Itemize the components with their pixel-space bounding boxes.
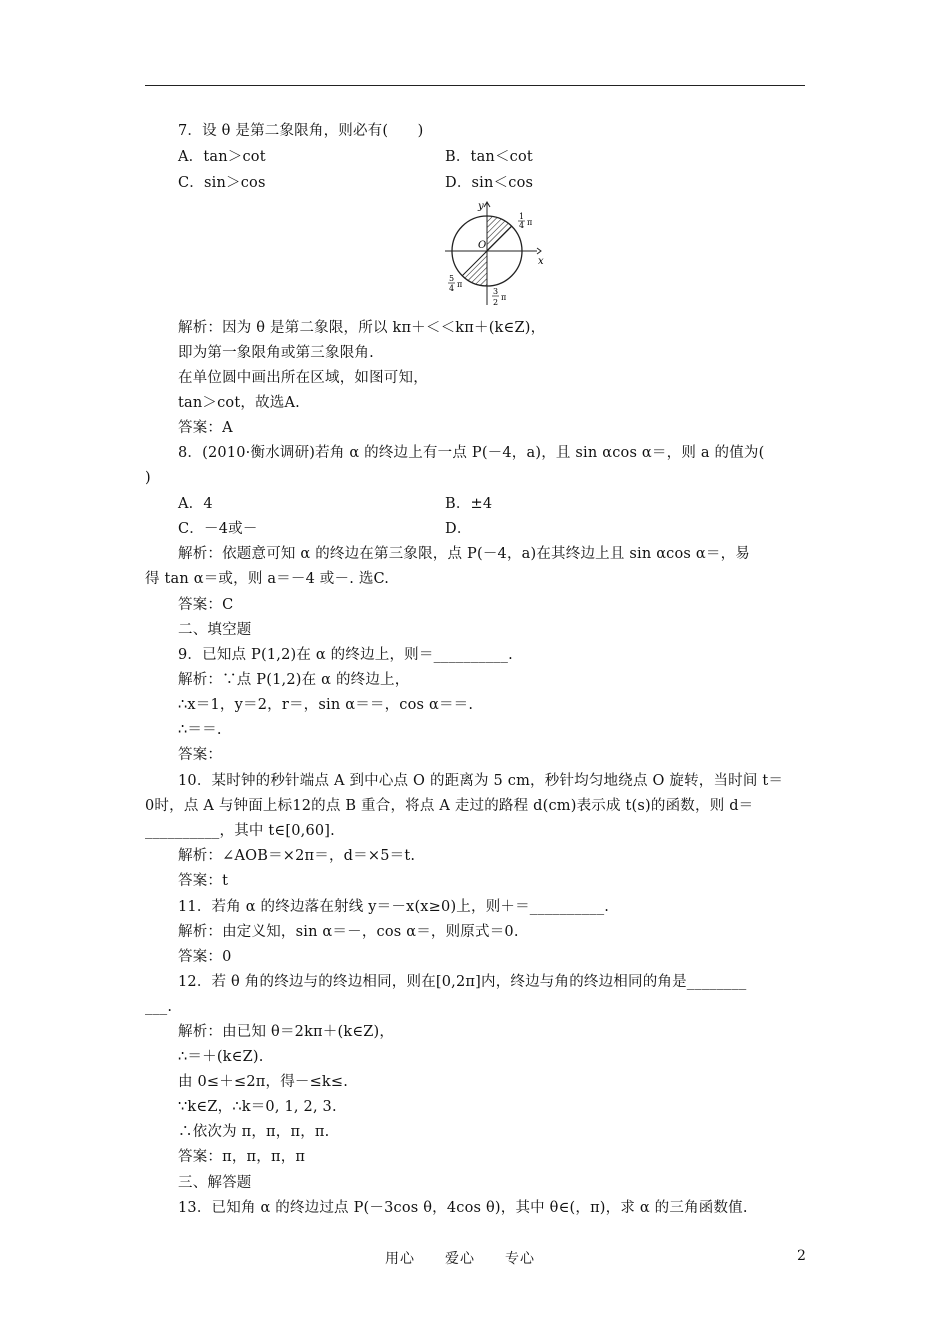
q8-stem-1: 8．(2010·衡水调研)若角 α 的终边上有一点 P(－4，a)，且 sin αcos α＝，则 a 的值为( <box>178 445 765 461</box>
q11-stem: 11．若角 α 的终边落在射线 y＝－x(x≥0)上，则＋＝__________. <box>178 899 610 915</box>
svg-text:π: π <box>501 293 507 302</box>
svg-text:1: 1 <box>519 212 525 221</box>
svg-text:5: 5 <box>449 274 455 283</box>
x-label: x <box>538 256 544 267</box>
label-quarter-pi <box>518 212 532 230</box>
q12-solution-3: 由 0≤＋≤2π，得－≤k≤. <box>178 1074 349 1090</box>
q9-solution-2: ∴x＝1，y＝2，r＝，sin α＝＝，cos α＝＝. <box>178 697 474 713</box>
section-fill-in: 二、填空题 <box>178 622 252 638</box>
q8-stem-2: ) <box>145 470 151 486</box>
q9-solution-1: 解析：∵点 P(1,2)在 α 的终边上， <box>178 672 410 688</box>
shaded-sector-lower <box>462 251 487 286</box>
q10-answer: 答案：t <box>178 873 229 889</box>
q8-option-d: D． <box>445 521 472 537</box>
q7-option-c: C．sin＞cos <box>178 175 266 191</box>
svg-text:4: 4 <box>449 284 455 293</box>
q11-answer: 答案：0 <box>178 949 232 965</box>
q7-solution-4: tan＞cot，故选A. <box>178 395 300 411</box>
q8-option-b: B．±4 <box>445 496 493 512</box>
svg-text:4: 4 <box>519 221 525 230</box>
q7-solution-3: 在单位圆中画出所在区域，如图可知， <box>178 370 428 386</box>
q8-answer: 答案：C <box>178 597 234 613</box>
q10-stem-1: 10．某时钟的秒针端点 A 到中心点 O 的距离为 5 cm，秒针均匀地绕点 O 旋转，当时间 t＝ <box>178 773 784 789</box>
q12-solution-5: ∴依次为 π，π，π，π. <box>178 1124 330 1140</box>
q9-solution-3: ∴＝＝. <box>178 722 222 738</box>
svg-text:π: π <box>527 218 533 227</box>
q12-solution-2: ∴＝＋(k∈Z). <box>178 1049 264 1065</box>
q8-option-a: A．4 <box>178 496 213 512</box>
shaded-sector-upper <box>487 216 512 251</box>
header-rule <box>145 85 805 86</box>
y-label: y <box>478 201 484 212</box>
q8-solution-1: 解析：依题意可知 α 的终边在第三象限，点 P(－4，a)在其终边上且 sin αcos α＝，易 <box>178 546 750 562</box>
label-three-half-pi <box>492 287 506 307</box>
q7-option-a: A．tan＞cot <box>178 149 266 165</box>
q12-solution-1: 解析：由已知 θ＝2kπ＋(k∈Z)， <box>178 1024 395 1040</box>
unit-circle-figure <box>440 195 560 310</box>
q8-solution-2: 得 tan α＝或，则 a＝－4 或－. 选C. <box>145 571 390 587</box>
svg-text:2: 2 <box>493 298 499 307</box>
section-solve: 三、解答题 <box>178 1175 252 1191</box>
svg-text:π: π <box>457 280 463 289</box>
q12-stem-1: 12．若 θ 角的终边与的终边相同，则在[0,2π]内，终边与角的终边相同的角是________ <box>178 974 747 990</box>
q7-option-b: B．tan＜cot <box>445 149 533 165</box>
q10-stem-3: __________，其中 t∈[0,60]. <box>145 823 335 839</box>
label-five-quarter-pi <box>448 274 462 293</box>
q11-solution: 解析：由定义知，sin α＝－，cos α＝，则原式＝0. <box>178 924 519 940</box>
q7-answer: 答案：A <box>178 420 233 436</box>
q9-answer: 答案： <box>178 747 223 763</box>
q10-solution: 解析：∠AOB＝×2π＝，d＝×5＝t. <box>178 848 416 864</box>
q7-option-d: D．sin＜cos <box>445 175 534 191</box>
q12-solution-4: ∵k∈Z，∴k＝0, 1, 2, 3. <box>178 1099 337 1115</box>
footer-motto: 用心 爱心 专心 <box>385 1251 535 1267</box>
origin-label: O <box>478 240 487 251</box>
q10-stem-2: 0时，点 A 与钟面上标12的点 B 重合，将点 A 走过的路程 d(cm)表示成 t(s)的函数，则 d＝ <box>145 798 754 814</box>
svg-text:3: 3 <box>493 287 499 296</box>
q13-stem: 13．已知角 α 的终边过点 P(－3cos θ，4cos θ)，其中 θ∈(，π)，求 α 的三角函数值. <box>178 1200 748 1216</box>
q9-stem: 9．已知点 P(1,2)在 α 的终边上，则＝__________. <box>178 647 513 663</box>
page-number: 2 <box>797 1248 806 1264</box>
q12-stem-2: ___. <box>145 999 173 1015</box>
q12-answer: 答案：π，π，π，π <box>178 1149 306 1165</box>
q7-solution-2: 即为第一象限角或第三象限角. <box>178 345 374 361</box>
q8-option-c: C．－4或－ <box>178 521 258 537</box>
q7-solution-1: 解析：因为 θ 是第二象限，所以 kπ＋＜＜kπ＋(k∈Z)， <box>178 320 546 336</box>
q7-stem: 7．设 θ 是第二象限角，则必有( ) <box>178 123 424 139</box>
